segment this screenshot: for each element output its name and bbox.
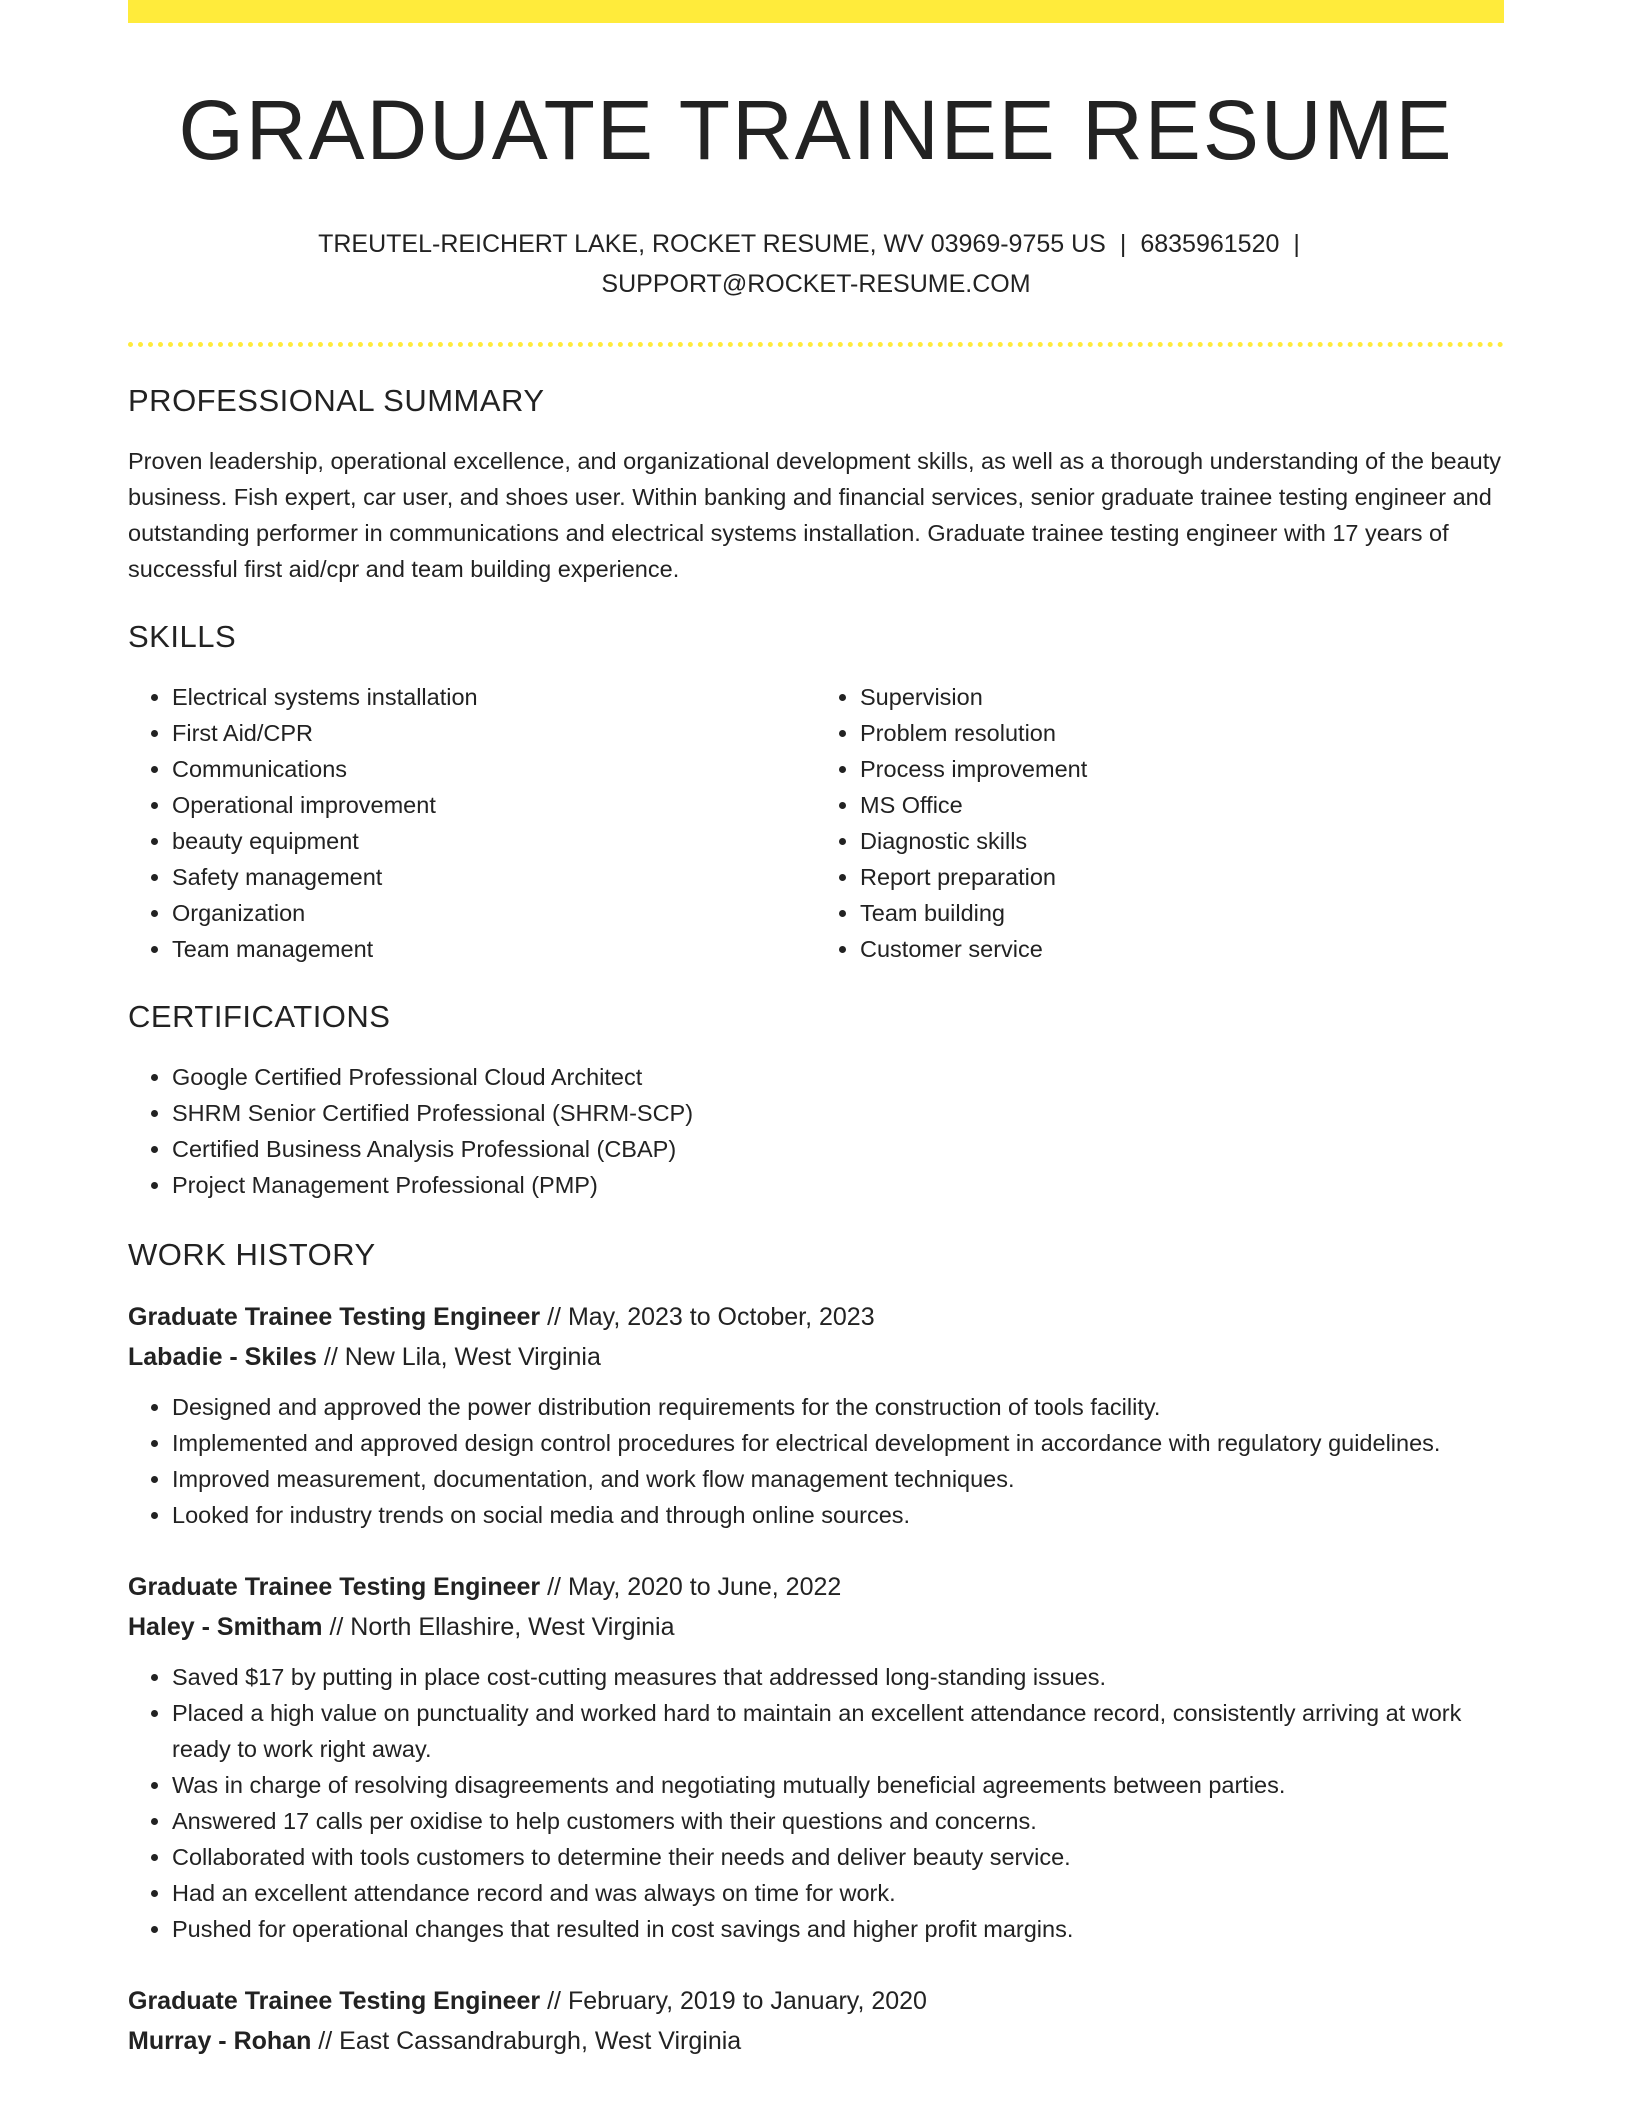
skill-item: • beauty equipment (172, 823, 816, 859)
job-bullet: • Pushed for operational changes that resulted in cost savings and higher profit margins. (172, 1911, 1504, 1947)
job-bullet: • Implemented and approved design control procedures for electrical development in accordance with regulatory guidelines. (172, 1425, 1504, 1461)
job-dates: // May, 2020 to June, 2022 (540, 1573, 842, 1601)
skill-item: • Process improvement (860, 751, 1504, 787)
certification-item: • Google Certified Professional Cloud Architect (172, 1059, 1504, 1095)
skill-item: • Diagnostic skills (860, 823, 1504, 859)
job-location: // North Ellashire, West Virginia (322, 1613, 675, 1641)
job-bullet: • Was in charge of resolving disagreements and negotiating mutually beneficial agreements between parties. (172, 1767, 1504, 1803)
job-dates: // February, 2019 to January, 2020 (540, 1987, 927, 2015)
job-bullet: • Had an excellent attendance record and was always on time for work. (172, 1875, 1504, 1911)
job-bullet: • Looked for industry trends on social media and through online sources. (172, 1497, 1504, 1533)
job-company: Labadie - Skiles (128, 1343, 317, 1371)
skill-item: • First Aid/CPR (172, 715, 816, 751)
skills-list-left (128, 679, 816, 967)
job-location: // New Lila, West Virginia (316, 1343, 601, 1371)
job-entry (128, 1297, 1504, 1533)
job-bullets (128, 1659, 1504, 1947)
dotted-divider (128, 342, 1504, 347)
job-bullet: • Designed and approved the power distribution requirements for the construction of tools facility. (172, 1389, 1504, 1425)
skill-item: • Communications (172, 751, 816, 787)
skills-heading: SKILLS (128, 619, 237, 654)
job-title: Graduate Trainee Testing Engineer (128, 1573, 541, 1601)
job-title-line (128, 1567, 1504, 1607)
skill-item: • Problem resolution (860, 715, 1504, 751)
job-entry (128, 1981, 1504, 2061)
contact-address: TREUTEL-REICHERT LAKE, ROCKET RESUME, WV 03969-9755 US (318, 230, 1106, 258)
job-company-line (128, 1337, 1504, 1377)
skill-item: • Safety management (172, 859, 816, 895)
job-company-line (128, 2021, 1504, 2061)
certifications-list (128, 1059, 1504, 1203)
job-title-line (128, 1297, 1504, 1337)
job-bullets (128, 1389, 1504, 1533)
skill-item: • Electrical systems installation (172, 679, 816, 715)
job-bullet: • Placed a high value on punctuality and worked hard to maintain an excellent attendance record, consistently arriving at work ready to work right away. (172, 1695, 1504, 1767)
skills-list-right (816, 679, 1504, 967)
contact-separator: | (1293, 230, 1300, 258)
job-location: // East Cassandraburgh, West Virginia (311, 2027, 742, 2055)
job-title: Graduate Trainee Testing Engineer (128, 1303, 541, 1331)
skill-item: • Organization (172, 895, 816, 931)
certifications-heading: CERTIFICATIONS (128, 999, 391, 1034)
contact-phone: 6835961520 (1140, 230, 1280, 258)
skill-item: • Report preparation (860, 859, 1504, 895)
contact-email: SUPPORT@ROCKET-RESUME.COM (601, 270, 1031, 298)
certification-item: • SHRM Senior Certified Professional (SHRM-SCP) (172, 1095, 1504, 1131)
job-entry (128, 1567, 1504, 1947)
job-company-line (128, 1607, 1504, 1647)
summary-heading: PROFESSIONAL SUMMARY (128, 383, 545, 418)
job-bullet: • Answered 17 calls per oxidise to help customers with their questions and concerns. (172, 1803, 1504, 1839)
job-bullet: • Improved measurement, documentation, and work flow management techniques. (172, 1461, 1504, 1497)
skill-item: • Customer service (860, 931, 1504, 967)
skill-item: • Supervision (860, 679, 1504, 715)
certification-item: • Certified Business Analysis Professional (CBAP) (172, 1131, 1504, 1167)
job-title: Graduate Trainee Testing Engineer (128, 1987, 541, 2015)
resume-content (128, 0, 1504, 2061)
skill-item: • Team management (172, 931, 816, 967)
job-company: Haley - Smitham (128, 1613, 323, 1641)
skill-item: • Team building (860, 895, 1504, 931)
contact-info (128, 224, 1504, 304)
job-company: Murray - Rohan (128, 2027, 312, 2055)
job-bullet: • Saved $17 by putting in place cost-cutting measures that addressed long-standing issues. (172, 1659, 1504, 1695)
job-title-line (128, 1981, 1504, 2021)
job-bullet: • Collaborated with tools customers to determine their needs and deliver beauty service. (172, 1839, 1504, 1875)
skill-item: • MS Office (860, 787, 1504, 823)
job-dates: // May, 2023 to October, 2023 (540, 1303, 875, 1331)
skill-item: • Operational improvement (172, 787, 816, 823)
resume-title: GRADUATE TRAINEE RESUME (178, 83, 1454, 177)
summary-text: Proven leadership, operational excellence, and organizational development skills, as well as a thorough understanding of the beauty business. Fish expert, car user, and shoes user. Within banking and financial services, senior graduate trainee testing engineer and outstanding performer in communications and electrical systems installation. Graduate trainee testing engineer with 17 years of successful first aid/cpr and team building experience. (128, 448, 1502, 582)
work-history-heading: WORK HISTORY (128, 1237, 376, 1272)
contact-separator: | (1119, 230, 1127, 258)
certification-item: • Project Management Professional (PMP) (172, 1167, 1504, 1203)
skills-columns (128, 679, 1504, 967)
